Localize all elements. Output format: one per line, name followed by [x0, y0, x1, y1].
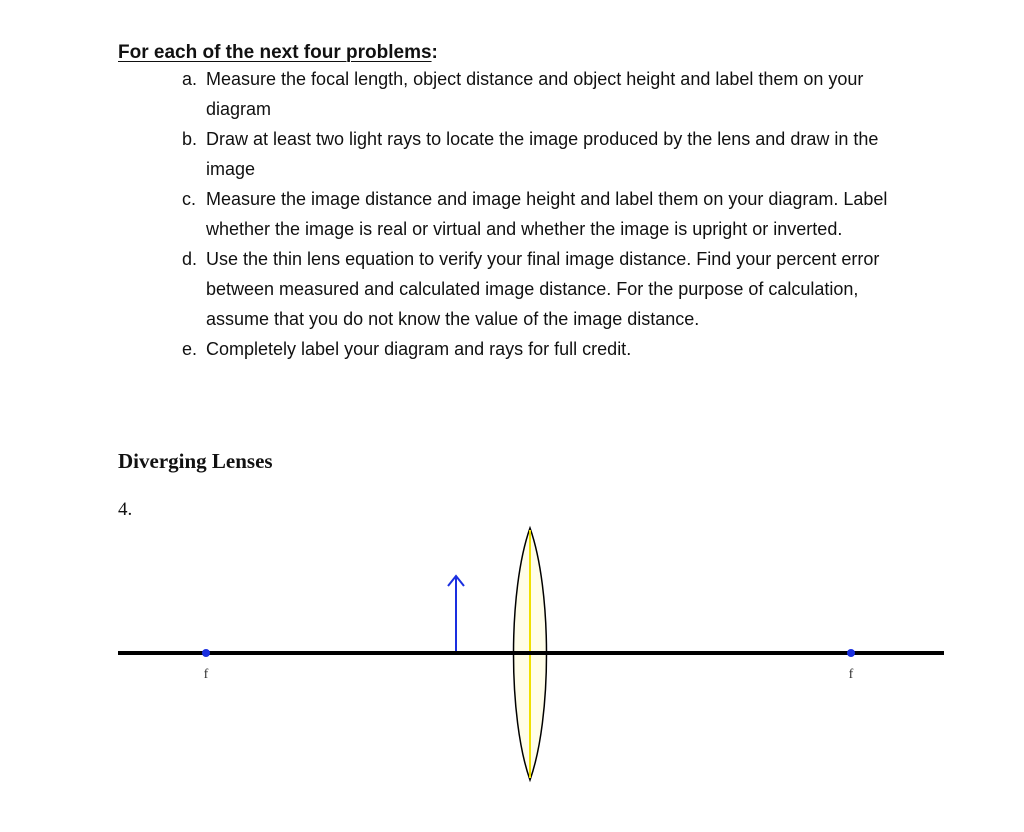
focal-point-left [202, 649, 210, 657]
instructions-heading-text: For each of the next four problems [118, 42, 432, 63]
instruction-text: Measure the image distance and image height and label them on your diagram. Label whether the image is real or virtual and whether the image is upright or inverted. [206, 189, 888, 239]
instructions-heading-colon: : [431, 42, 438, 63]
instruction-letter: e. [182, 339, 198, 359]
problem-number: 4. [118, 499, 133, 520]
instruction-letter: c. [182, 189, 197, 209]
focal-point-right [847, 649, 855, 657]
instruction-text: Use the thin lens equation to verify your final image distance. Find your percent error between measured and calculated image distance. For the purpose of calculation, assume that you do not know the value of the image distance. [206, 249, 880, 329]
instruction-text: Completely label your diagram and rays for full credit. [206, 339, 632, 359]
section-title: Diverging Lenses [118, 449, 273, 473]
instruction-letter: d. [182, 249, 198, 269]
object-arrow [448, 576, 464, 651]
focal-label-left: f [203, 667, 209, 682]
focal-label-right: f [848, 667, 854, 682]
instruction-text: Draw at least two light rays to locate the image produced by the lens and draw in the image [206, 129, 879, 179]
instruction-letter: b. [182, 129, 198, 149]
instruction-letter: a. [182, 69, 198, 89]
instruction-text: Measure the focal length, object distance and object height and label them on your diagram [206, 69, 864, 119]
